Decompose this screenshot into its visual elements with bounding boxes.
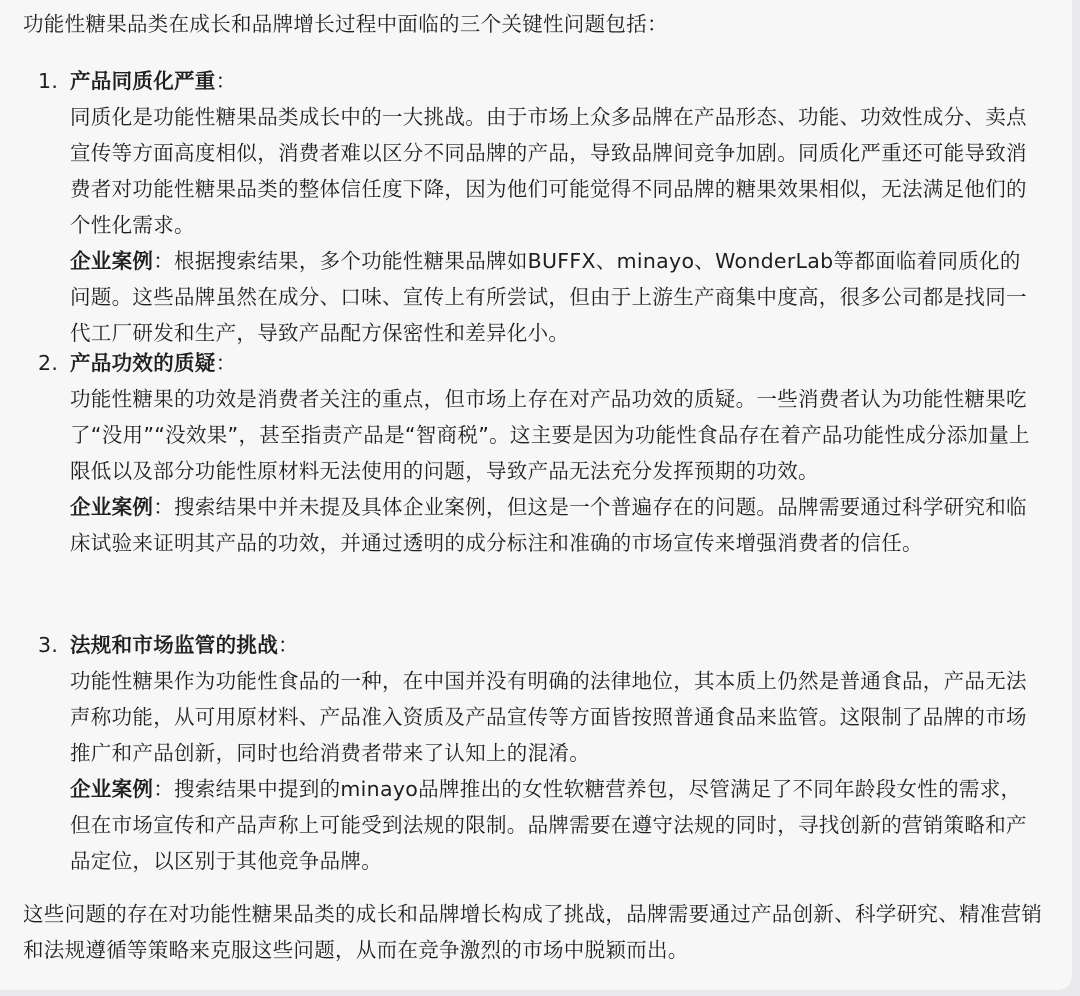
case-colon: ：	[153, 777, 175, 801]
intro-text: 功能性糖果品类在成长和品牌增长过程中面临的三个关键性问题包括：	[23, 12, 668, 36]
case-paragraph	[70, 771, 1040, 879]
case-colon: ：	[153, 249, 175, 273]
case-label: 企业案例	[70, 495, 154, 519]
list-item-3	[38, 627, 1038, 879]
item-number: 1.	[38, 69, 59, 93]
item-title: 法规和市场监管的挑战	[70, 633, 278, 657]
case-colon: ：	[153, 495, 175, 519]
item-description: 功能性糖果的功效是消费者关注的重点，但市场上存在对产品功效的质疑。一些消费者认为功能性糖果吃了“没用”“没效果”，甚至指责产品是“智商税”。这主要是因为功能性食品存在着产品功能性成分添加量上限低以及部分功能性原材料无法使用的问题，导致产品无法充分发挥预期的功效。	[70, 387, 1030, 483]
item-heading	[38, 627, 1038, 663]
item-title: 产品同质化严重	[70, 69, 216, 93]
list-item-1	[38, 63, 1038, 351]
case-label: 企业案例	[70, 777, 154, 801]
case-label: 企业案例	[70, 249, 154, 273]
conclusion-text: 这些问题的存在对功能性糖果品类的成长和品牌增长构成了挑战，品牌需要通过产品创新、科学研究、精准营销和法规遵循等策略来克服这些问题，从而在竞争激烈的市场中脱颖而出。	[23, 902, 1043, 962]
item-title: 产品功效的质疑	[70, 351, 216, 375]
item-heading	[38, 63, 1038, 99]
case-text: 搜索结果中提到的minayo品牌推出的女性软糖营养包，尽管满足了不同年龄段女性的需求，但在市场宣传和产品声称上可能受到法规的限制。品牌需要在遵守法规的同时，寻找创新的营销策略和产品定位，以区别于其他竞争品牌。	[70, 777, 1027, 873]
item-title-colon: ：	[278, 633, 299, 657]
item-description: 功能性糖果作为功能性食品的一种，在中国并没有明确的法律地位，其本质上仍然是普通食品，产品无法声称功能，从可用原材料、产品准入资质及产品宣传等方面皆按照普通食品来监管。这限制了品牌的市场推广和产品创新，同时也给消费者带来了认知上的混淆。	[70, 669, 1027, 765]
item-number: 2.	[38, 351, 59, 375]
item-heading	[38, 345, 1038, 381]
case-paragraph	[70, 489, 1040, 561]
item-number: 3.	[38, 633, 59, 657]
item-title-colon: ：	[215, 69, 237, 93]
item-description: 同质化是功能性糖果品类成长中的一大挑战。由于市场上众多品牌在产品形态、功能、功效性成分、卖点宣传等方面高度相似，消费者难以区分不同品牌的产品，导致品牌间竞争加剧。同质化严重还可能导致消费者对功能性糖果品类的整体信任度下降，因为他们可能觉得不同品牌的糖果效果相似，无法满足他们的个性化需求。	[70, 105, 1027, 237]
case-text: 搜索结果中并未提及具体企业案例，但这是一个普遍存在的问题。品牌需要通过科学研究和临床试验来证明其产品的功效，并通过透明的成分标注和准确的市场宣传来增强消费者的信任。	[70, 495, 1027, 555]
list-item-2	[38, 345, 1038, 561]
case-paragraph	[70, 243, 1040, 351]
item-title-colon: ：	[215, 351, 237, 375]
case-text: 根据搜索结果，多个功能性糖果品牌如BUFFX、minayo、WonderLab等都面临着同质化的问题。这些品牌虽然在成分、口味、宣传上有所尝试，但由于上游生产商集中度高，很多公司都是找同一代工厂研发和生产，导致产品配方保密性和差异化小。	[70, 249, 1027, 345]
